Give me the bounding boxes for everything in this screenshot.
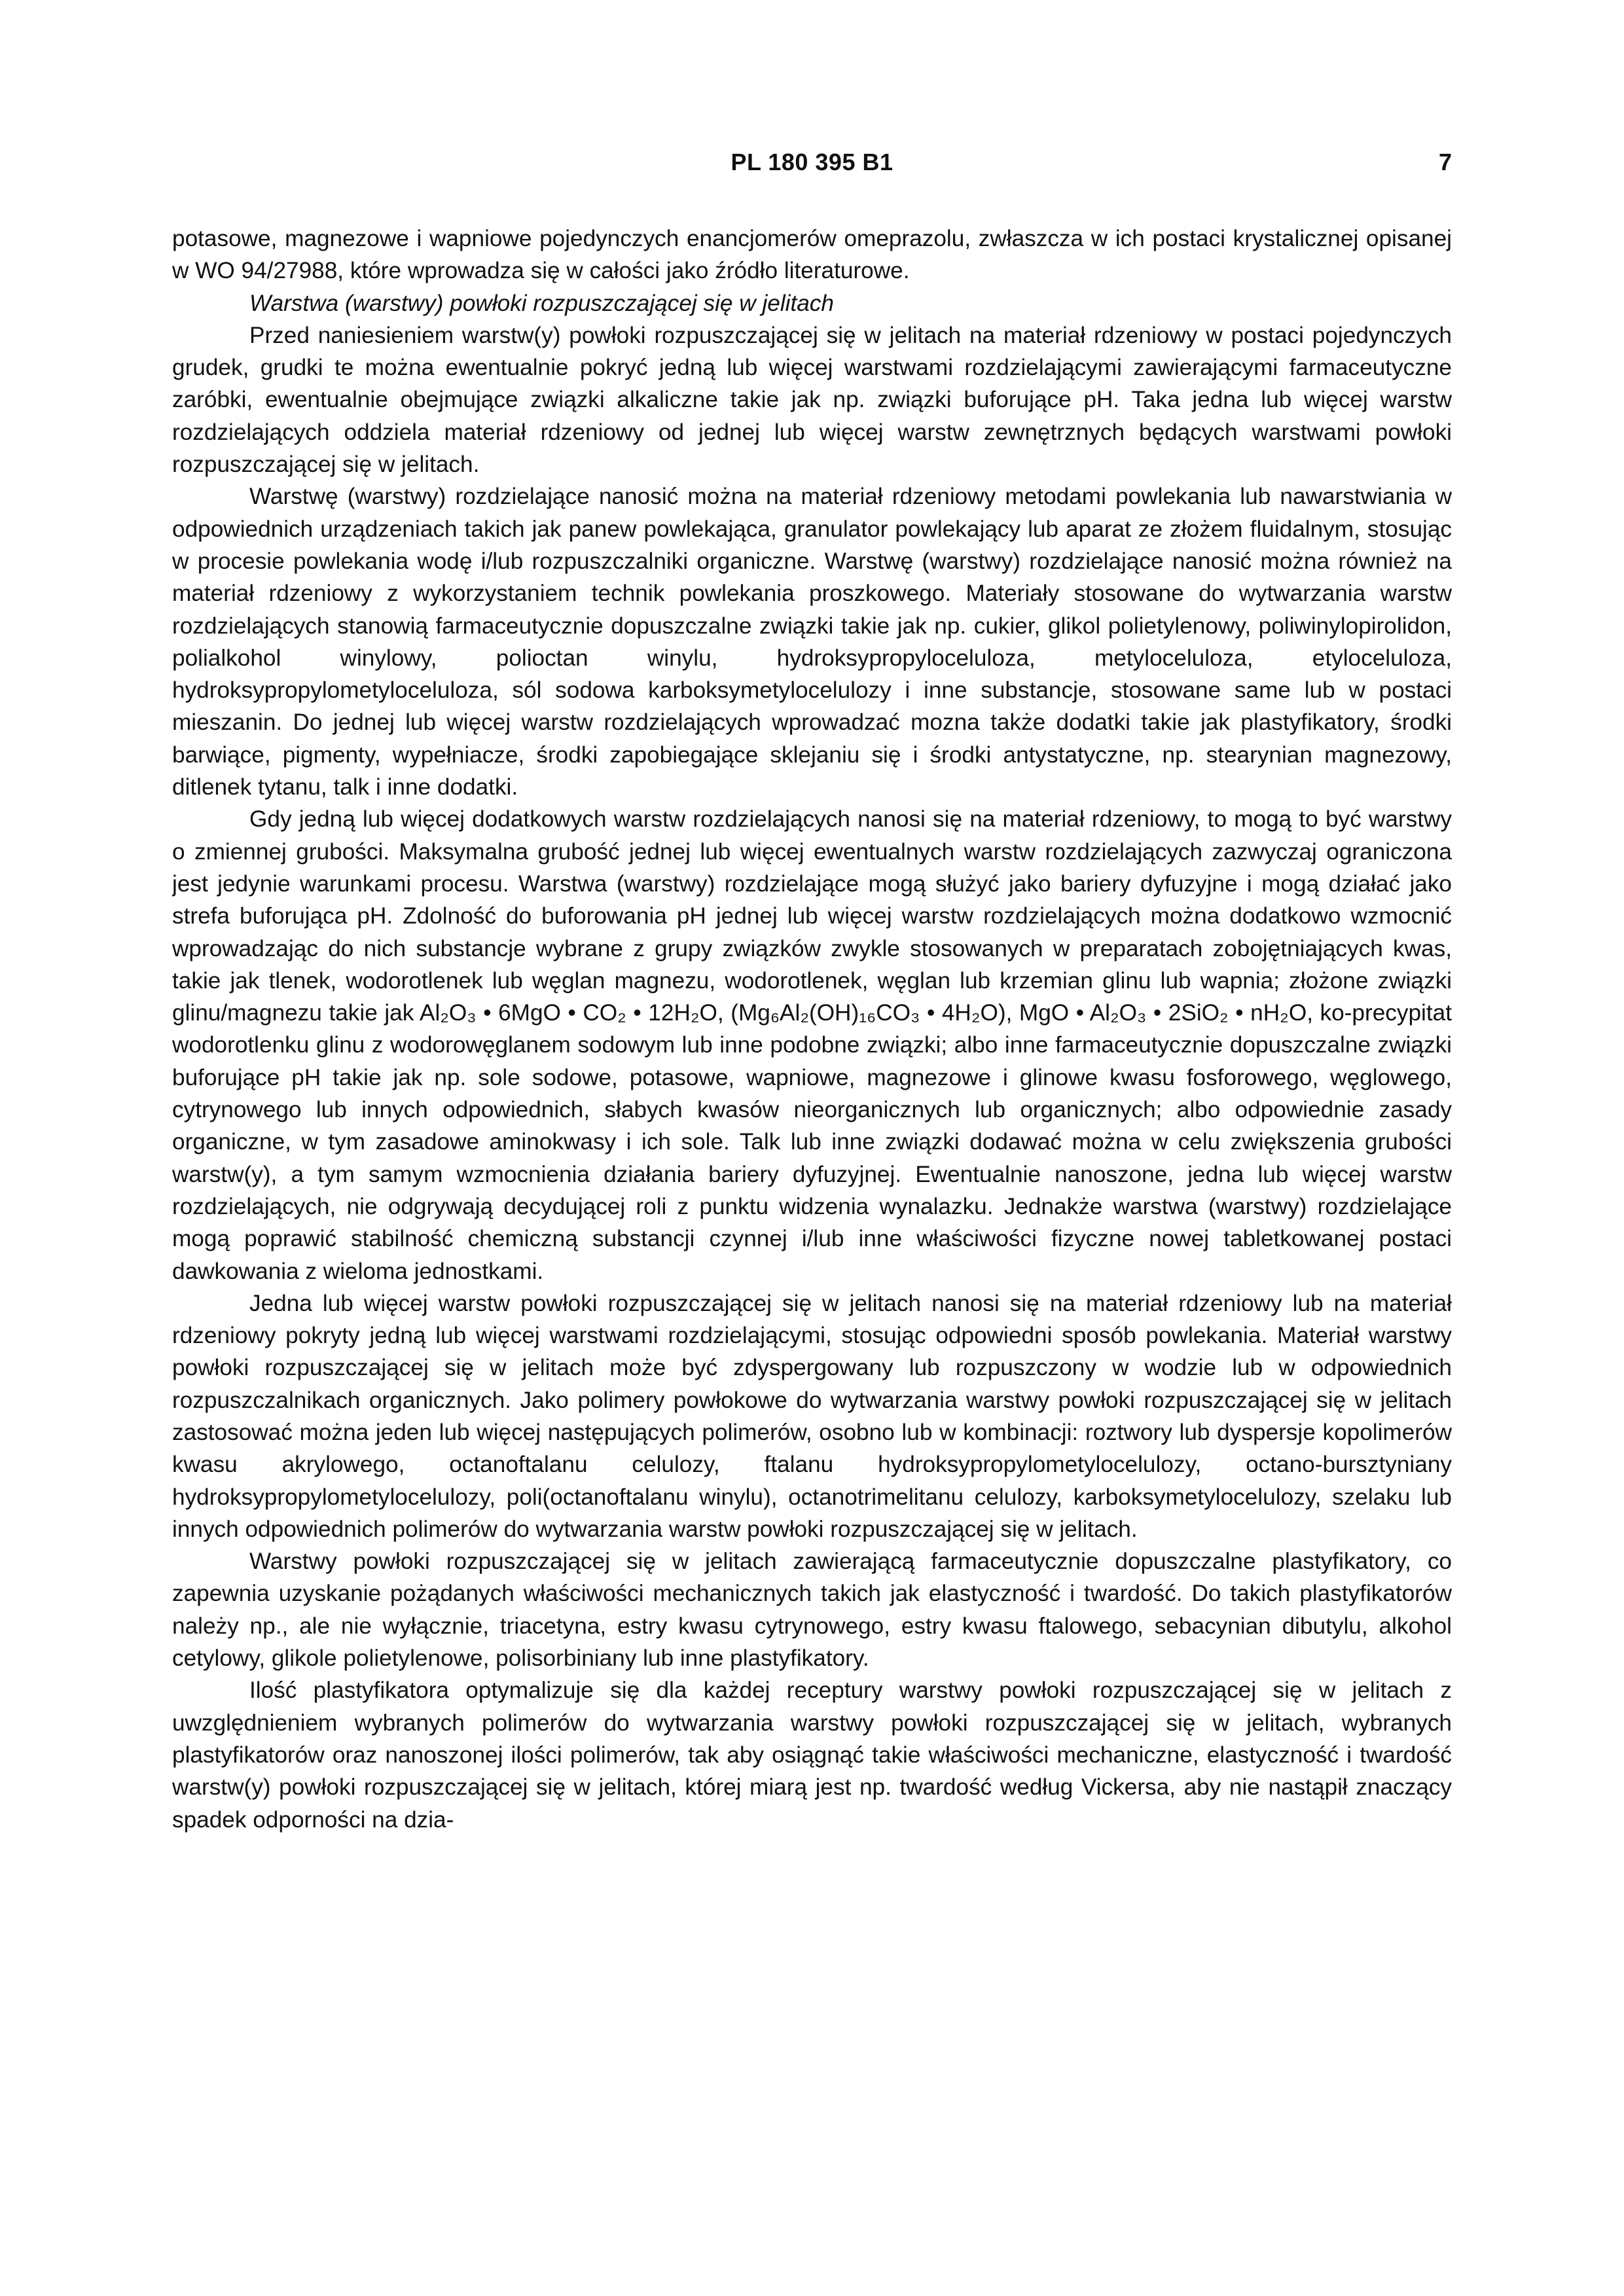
page-number: 7 — [1438, 149, 1452, 175]
paragraph: Warstwę (warstwy) rozdzielające nanosić można na materiał rdzeniowy metodami powlekania lub nawarstwiania w odpowiednich urządzeniach takich jak panew powlekająca, granulator powlekający lub aparat ze złożem fluidalnym, stosując w procesie powlekania wodę i/lub rozpuszczalniki organiczne. Warstwę (warstwy) rozdzielające nanosić można również na materiał rdzeniowy z wykorzystaniem technik powlekania proszkowego. Materiały stosowane do wytwarzania warstw rozdzielających stanowią farmaceutycznie dopuszczalne związki takie jak np. cukier, glikol polietylenowy, poliwinylopirolidon, polialkohol winylowy, polioctan winylu, hydroksypropyloceluloza, metyloceluloza, etyloceluloza, hydroksypropylometyloceluloza, sól sodowa karboksymetylocelulozy i inne substancje, stosowane same lub w postaci mieszanin. Do jednej lub więcej warstw rozdzielających wprowadzać mozna także dodatki takie jak plastyfikatory, środki barwiące, pigmenty, wypełniacze, środki zapobiegające sklejaniu się i środki antystatyczne, np. stearynian magnezowy, ditlenek tytanu, talk i inne dodatki. — [172, 484, 1452, 800]
paragraph: Przed naniesieniem warstw(y) powłoki rozpuszczającej się w jelitach na materiał rdzeniowy w postaci pojedynczych grudek, grudki te można ewentualnie pokryć jedną lub więcej warstwami rozdzielającymi zawierającymi farmaceutyczne zaróbki, ewentualnie obejmujące związki alkaliczne takie jak np. związki buforujące pH. Taka jedna lub więcej warstw rozdzielających oddziela materiał rdzeniowy od jednej lub więcej warstw zewnętrznych będących warstwami powłoki rozpuszczającej się w jelitach. — [172, 322, 1452, 478]
paragraph: Gdy jedną lub więcej dodatkowych warstw rozdzielających nanosi się na materiał rdzeniowy, to mogą to być warstwy o zmiennej grubości. Maksymalna grubość jednej lub więcej ewentualnych warstw rozdzielających zazwyczaj ograniczona jest jedynie warunkami procesu. Warstwa (warstwy) rozdzielające mogą służyć jako bariery dyfuzyjne i mogą działać jako strefa buforująca pH. Zdolność do buforowania pH jednej lub więcej warstw rozdzielających można dodatkowo wzmocnić wprowadzając do nich substancje wybrane z grupy związków zwykle stosowanych w preparatach zobojętniających kwas, takie jak tlenek, wodorotlenek lub węglan magnezu, wodorotlenek, węglan lub krzemian glinu lub wapnia; złożone związki glinu/magnezu takie jak Al₂O₃ • 6MgO • CO₂ • 12H₂O, (Mg₆Al₂(OH)₁₆CO₃ • 4H₂O), MgO • Al₂O₃ • 2SiO₂ • nH₂O, ko-precypitat wodorotlenku glinu z wodorowęglanem sodowym lub inne podobne związki; albo inne farmaceutycznie dopuszczalne związki buforujące pH takie jak np. sole sodowe, potasowe, wapniowe, magnezowe i glinowe kwasu fosforowego, węglowego, cytrynowego lub innych odpowiednich, słabych kwasów nieorganicznych lub organicznych; albo odpowiednie zasady organiczne, w tym zasadowe aminokwasy i ich sole. Talk lub inne związki dodawać można w celu zwiększenia grubości warstw(y), a tym samym wzmocnienia działania bariery dyfuzyjnej. Ewentualnie nanoszone, jedna lub więcej warstw rozdzielających, nie odgrywają decydującej roli z punktu widzenia wynalazku. Jednakże warstwa (warstwy) rozdzielające mogą poprawić stabilność chemiczną substancji czynnej i/lub inne właściwości fizyczne nowej tabletkowanej postaci dawkowania z wieloma jednostkami. — [172, 806, 1452, 1284]
document-id: PL 180 395 B1 — [731, 149, 893, 175]
paragraph-continuation: potasowe, magnezowe i wapniowe pojedynczych enancjomerów omeprazolu, zwłaszcza w ich postaci krystalicznej opisanej w WO 94/27988, które wprowadza się w całości jako źródło literaturowe. — [172, 226, 1452, 284]
paragraph: Warstwy powłoki rozpuszczającej się w jelitach zawierającą farmaceutycznie dopuszczalne plastyfikatory, co zapewnia uzyskanie pożądanych właściwości mechanicznych takich jak elastyczność i twardość. Do takich plastyfikatorów należy np., ale nie wyłącznie, triacetyna, estry kwasu cytrynowego, estry kwasu ftalowego, sebacynian dibutylu, alkohol cetylowy, glikole polietylenowe, polisorbiniany lub inne plastyfikatory. — [172, 1549, 1452, 1672]
page-header — [172, 149, 1452, 188]
document-body — [172, 223, 1452, 2186]
section-heading: Warstwa (warstwy) powłoki rozpuszczającej się w jelitach — [249, 290, 834, 316]
paragraph: Ilość plastyfikatora optymalizuje się dla każdej receptury warstwy powłoki rozpuszczającej się w jelitach z uwzględnieniem wybranych polimerów do wytwarzania warstwy powłoki rozpuszczającej się w jelitach, wybranych plastyfikatorów oraz nanoszonej ilości polimerów, tak aby osiągnąć takie właściwości mechaniczne, elastyczność i twardość warstw(y) powłoki rozpuszczającej się w jelitach, której miarą jest np. twardość według Vickersa, aby nie nastąpił znaczący spadek odporności na dzia- — [172, 1677, 1452, 1833]
paragraph: Jedna lub więcej warstw powłoki rozpuszczającej się w jelitach nanosi się na materiał rdzeniowy lub na materiał rdzeniowy pokryty jedną lub więcej warstwami rozdzielającymi, stosując odpowiedni sposób powlekania. Materiał warstwy powłoki rozpuszczającej się w jelitach może być zdyspergowany lub rozpuszczony w wodzie lub w odpowiednich rozpuszczalnikach organicznych. Jako polimery powłokowe do wytwarzania warstwy powłoki rozpuszczającej się w jelitach zastosować można jeden lub więcej następujących polimerów, osobno lub w kombinacji: roztwory lub dyspersje kopolimerów kwasu akrylowego, octanoftalanu celulozy, ftalanu hydroksypropylometylocelulozy, octano-bursztyniany hydroksypropylometylocelulozy, poli(octanoftalanu winylu), octanotrimelitanu celulozy, karboksymetylocelulozy, szelaku lub innych odpowiednich polimerów do wytwarzania warstw powłoki rozpuszczającej się w jelitach. — [172, 1290, 1452, 1542]
